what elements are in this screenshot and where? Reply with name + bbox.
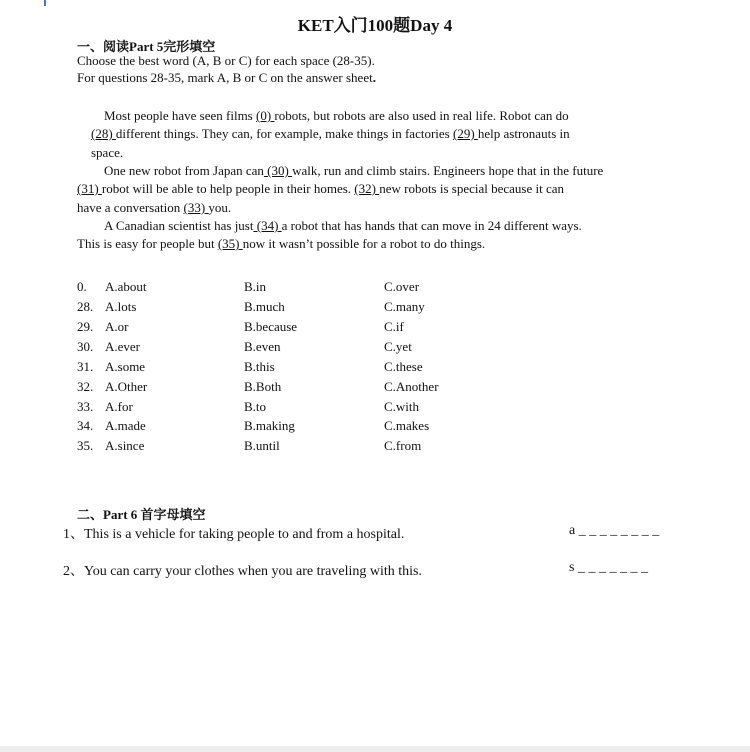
part5-instruction-2: For questions 28-35, mark A, B or C on the answer sheet.: [77, 70, 376, 85]
part6-answer-blank-1: a _ _ _ _ _ _ _ _: [569, 523, 660, 538]
blank-28: (28): [91, 126, 116, 141]
passage-line-5: (31) robot will be able to help people in their homes. (32) new robots is special because it can: [77, 181, 565, 196]
passage-line-8: This is easy for people but (35) now it wasn’t possible for a robot to do things.: [77, 236, 486, 251]
part6-question-2: 2、You can carry your clothes when you are traveling with this.: [63, 564, 422, 579]
passage-line-4: One new robot from Japan can (30) walk, run and climb stairs. Engineers hope that in the future: [104, 163, 604, 178]
page-title: KET入门100题Day 4: [297, 16, 453, 35]
blank-33: (33): [183, 200, 209, 215]
top-edge-marker: [44, 0, 46, 6]
bottom-scroll-edge: [0, 746, 750, 752]
passage-line-7: A Canadian scientist has just (34) a robot that has hands that can move in 24 different ways.: [104, 218, 582, 233]
blank-34: (34): [253, 218, 282, 233]
part6-question-1: 1、This is a vehicle for taking people to and from a hospital.: [63, 527, 405, 542]
part5-heading: 一、阅读Part 5完形填空: [77, 39, 216, 54]
blank-0: (0): [256, 108, 275, 123]
blank-35: (35): [217, 236, 243, 251]
part6-answer-blank-2: s _ _ _ _ _ _ _: [569, 560, 648, 575]
part5-instruction-1: Choose the best word (A, B or C) for each space (28-35).: [77, 53, 375, 68]
blank-32: (32): [354, 181, 380, 196]
part6-heading: 二、Part 6 首字母填空: [77, 507, 206, 522]
passage-line-1: Most people have seen films (0) robots, but robots are also used in real life. Robot can do: [104, 108, 569, 123]
passage-line-3: space.: [91, 145, 124, 160]
blank-30: (30): [263, 163, 293, 178]
blank-31: (31): [77, 181, 102, 196]
passage-line-2: (28) different things. They can, for example, make things in factories (29) help astronauts in: [91, 126, 570, 141]
blank-29: (29): [452, 126, 478, 141]
passage-line-6: have a conversation (33) you.: [77, 200, 232, 215]
